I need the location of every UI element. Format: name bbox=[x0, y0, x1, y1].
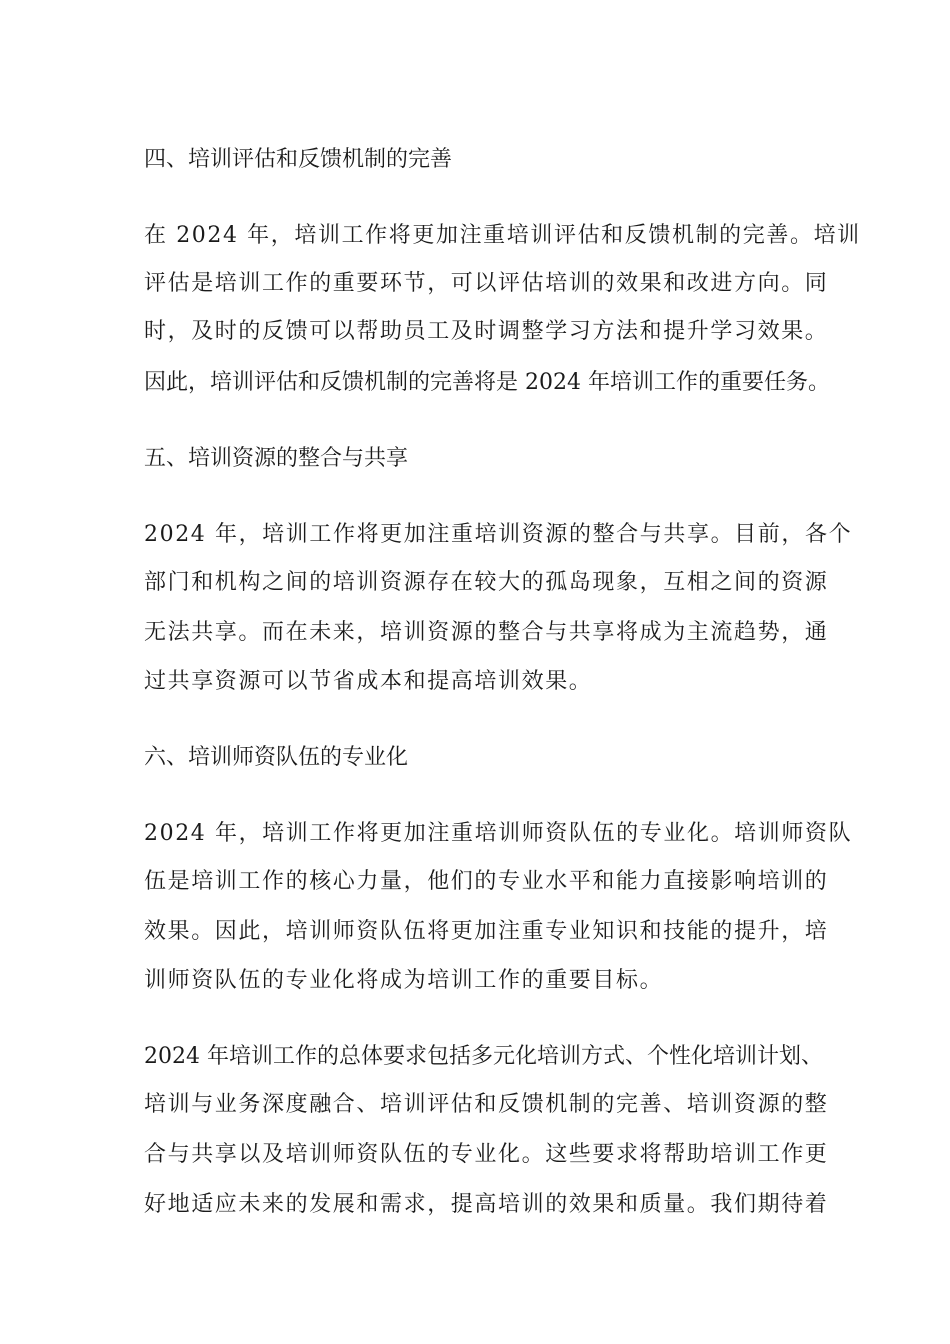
section-heading-6: 六、培训师资队伍的专业化 bbox=[144, 745, 409, 770]
paragraph-line: 训师资队伍的专业化将成为培训工作的重要目标。 bbox=[144, 968, 664, 993]
section-heading-5: 五、培训资源的整合与共享 bbox=[144, 446, 409, 471]
paragraph-line: 无法共享。而在未来，培训资源的整合与共享将成为主流趋势，通 bbox=[144, 620, 829, 645]
summary-line: 合与共享以及培训师资队伍的专业化。这些要求将帮助培训工作更 bbox=[144, 1142, 829, 1167]
paragraph-line: 2024 年，培训工作将更加注重培训资源的整合与共享。目前，各个 bbox=[144, 522, 853, 547]
paragraph-line: 伍是培训工作的核心力量，他们的专业水平和能力直接影响培训的 bbox=[144, 869, 829, 894]
paragraph-line: 2024 年，培训工作将更加注重培训师资队伍的专业化。培训师资队 bbox=[144, 821, 853, 846]
paragraph-line: 评估是培训工作的重要环节，可以评估培训的效果和改进方向。同 bbox=[144, 271, 829, 296]
paragraph-line: 部门和机构之间的培训资源存在较大的孤岛现象，互相之间的资源 bbox=[144, 570, 829, 595]
paragraph-line: 时，及时的反馈可以帮助员工及时调整学习方法和提升学习效果。 bbox=[144, 319, 829, 344]
summary-line: 2024 年培训工作的总体要求包括多元化培训方式、个性化培训计划、 bbox=[144, 1044, 823, 1069]
summary-line: 好地适应未来的发展和需求，提高培训的效果和质量。我们期待着 bbox=[144, 1192, 829, 1217]
paragraph-line: 过共享资源可以节省成本和提高培训效果。 bbox=[144, 669, 593, 694]
paragraph-line: 因此，培训评估和反馈机制的完善将是 2024 年培训工作的重要任务。 bbox=[144, 370, 830, 395]
paragraph-line: 在 2024 年，培训工作将更加注重培训评估和反馈机制的完善。培训 bbox=[144, 223, 861, 248]
summary-line: 培训与业务深度融合、培训评估和反馈机制的完善、培训资源的整 bbox=[144, 1092, 829, 1117]
paragraph-line: 效果。因此，培训师资队伍将更加注重专业知识和技能的提升，培 bbox=[144, 919, 829, 944]
section-heading-4: 四、培训评估和反馈机制的完善 bbox=[144, 147, 453, 172]
